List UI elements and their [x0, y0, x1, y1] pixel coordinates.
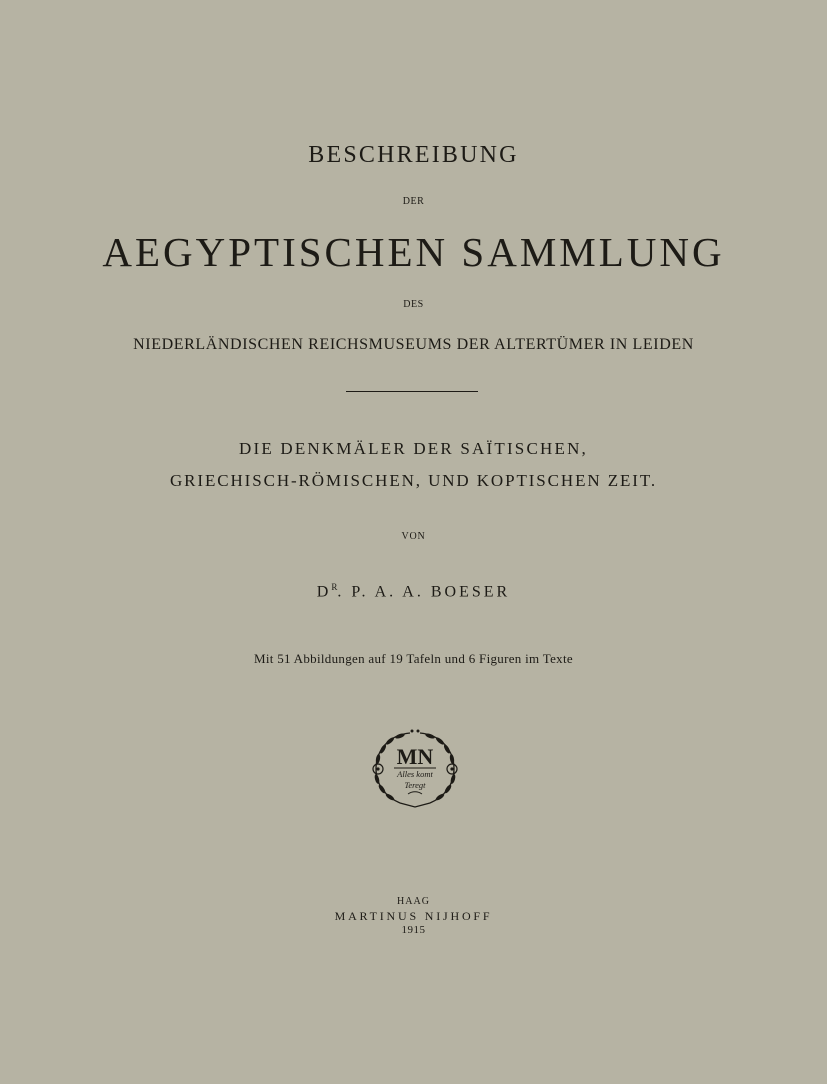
subtitle: NIEDERLÄNDISCHEN REICHSMUSEUMS DER ALTERTÜMER IN LEIDEN	[133, 336, 694, 353]
by-label: VON	[401, 531, 426, 542]
publication-place: HAAG	[397, 896, 430, 907]
connector-der: DER	[402, 196, 425, 207]
logo-motto-line-1: Alles komt	[397, 769, 433, 779]
author-name: . P. A. A. BOESER	[337, 583, 511, 601]
publisher-wreath-logo-icon	[370, 727, 460, 811]
logo-motto-line-2: Teregt	[404, 780, 426, 790]
main-title: AEGYPTISCHEN SAMMLUNG	[102, 229, 725, 275]
divider-rule	[346, 391, 478, 392]
logo-monogram: MN	[396, 744, 434, 769]
author-prefix: D	[316, 583, 332, 601]
title-line-1: BESCHREIBUNG	[308, 142, 519, 168]
author-prefix-superscript: R	[331, 582, 338, 592]
volume-title-line-1: DIE DENKMÄLER DER SAÏTISCHEN,	[238, 439, 588, 458]
volume-title-line-2: GRIECHISCH-RÖMISCHEN, UND KOPTISCHEN ZEIT.	[169, 471, 657, 490]
illustrations-note: Mit 51 Abbildungen auf 19 Tafeln und 6 Figuren im Texte	[254, 651, 573, 666]
author	[0, 582, 827, 601]
connector-des: DES	[403, 299, 424, 310]
publication-year: 1915	[401, 924, 426, 936]
publisher-name: MARTINUS NIJHOFF	[334, 909, 493, 923]
